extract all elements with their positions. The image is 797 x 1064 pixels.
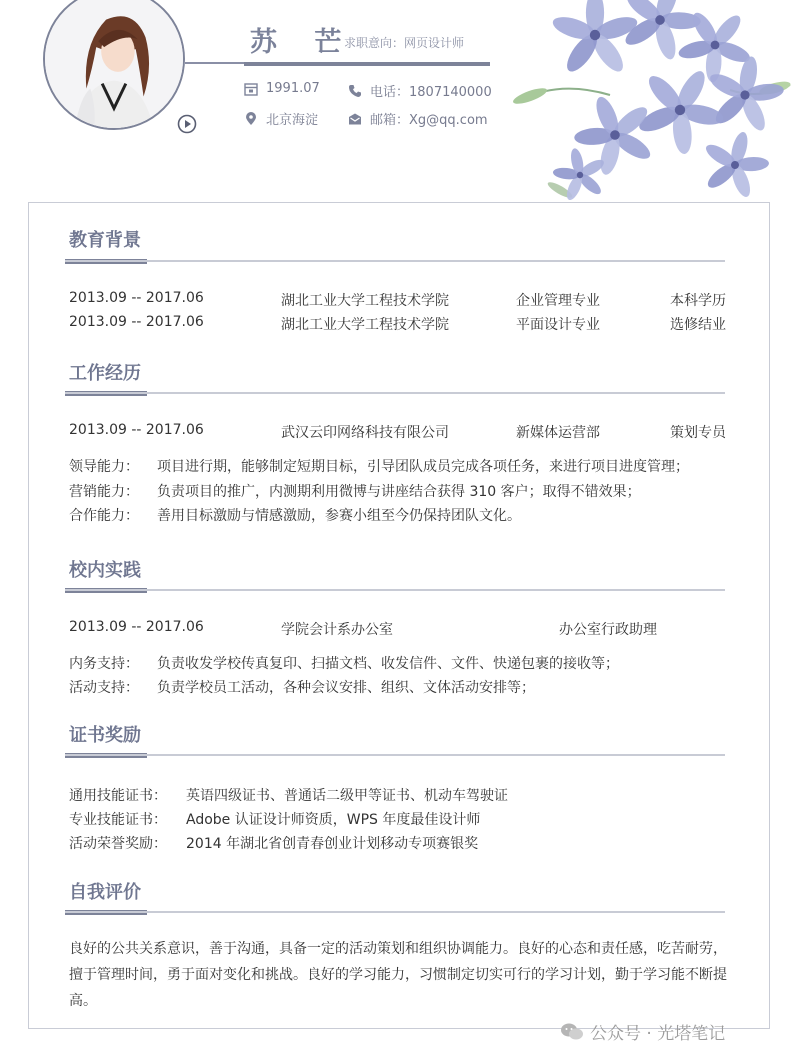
phone-icon [348,84,362,98]
calendar-icon [244,82,258,96]
self-evaluation-text: 良好的公共关系意识，善于沟通，具备一定的活动策划和组织协调能力。良好的心态和责任感，吃苦耐劳，擅于管理时间，勇于面对变化和挑战。良好的学习能力，习惯制定切实可行的学习计划，勤于学习能不断提高。 [69,941,727,1009]
self-rule [65,911,725,913]
edu-1-date: 2013.09 -- 2017.06 [69,290,204,306]
phone-info [348,81,492,100]
work-company: 武汉云印网络科技有限公司 [281,425,449,441]
play-icon[interactable] [177,114,197,134]
avatar-photo [45,0,183,128]
campus-role: 办公室行政助理 [559,622,657,638]
location: 北京海淀 [266,113,319,128]
campus-title: 校内实践 [69,560,141,581]
watermark [560,1019,725,1044]
certs-rule [65,754,725,756]
birth-info [244,81,320,96]
edu-2-date: 2013.09 -- 2017.06 [69,314,204,330]
flower-decoration [500,0,797,220]
campus-item-2-label: 活动支持： [69,680,139,696]
campus-item-1-label: 内务支持： [69,656,139,672]
edu-2-degree: 选修结业 [670,317,726,333]
work-item-2-label: 营销能力： [69,484,139,500]
work-date: 2013.09 -- 2017.06 [69,422,204,438]
campus-date: 2013.09 -- 2017.06 [69,619,204,635]
edu-1-degree: 本科学历 [670,293,726,309]
work-rule [65,392,725,394]
campus-rule [65,589,725,591]
cert-1-text: 英语四级证书、普通话二级甲等证书、机动车驾驶证 [186,788,508,804]
work-role: 策划专员 [670,425,726,441]
mail-icon [348,112,362,126]
watermark-text: 公众号 · 光塔笔记 [590,1024,726,1044]
work-dept: 新媒体运营部 [516,425,600,441]
campus-item-2-text: 负责学校员工活动，各种会议安排、组织、文体活动安排等； [157,680,535,696]
work-item-1-text: 项目进行期，能够制定短期目标，引导团队成员完成各项任务，来进行项目进度管理； [157,459,689,475]
work-item-3-label: 合作能力： [69,508,139,524]
wechat-icon [560,1022,584,1042]
resume-card [28,202,770,1029]
cert-2-label: 专业技能证书： [69,812,167,828]
edu-2-school: 湖北工业大学工程技术学院 [281,317,449,333]
education-title: 教育背景 [69,230,141,251]
edu-1-major: 企业管理专业 [516,293,600,309]
campus-item-1-text: 负责收发学校传真复印、扫描文档、收发信件、文件、快递包裹的接收等； [157,656,619,672]
work-title: 工作经历 [69,363,141,384]
birth-date: 1991.07 [266,81,320,96]
candidate-name: 苏 芒 [250,27,356,58]
self-title: 自我评价 [69,882,141,903]
cert-2-text: Adobe 认证设计师资质，WPS 年度最佳设计师 [186,812,481,828]
edu-1-school: 湖北工业大学工程技术学院 [281,293,449,309]
email: 邮箱：Xg@qq.com [370,113,488,128]
work-item-1-label: 领导能力： [69,459,139,475]
campus-org: 学院会计系办公室 [281,622,393,638]
education-rule [65,260,725,262]
email-info [348,109,488,128]
cert-1-label: 通用技能证书： [69,788,167,804]
header-divider [185,62,245,64]
work-item-3-text: 善用目标激励与情感激励，参赛小组至今仍保持团队文化。 [157,508,521,524]
location-pin-icon [244,112,258,126]
edu-2-major: 平面设计专业 [516,317,600,333]
name-underline [244,62,490,66]
phone-number: 电话：1807140000 [370,85,492,100]
location-info [244,109,318,128]
avatar [43,0,185,130]
job-intent: 求职意向：网页设计师 [344,36,465,50]
certs-title: 证书奖励 [69,725,141,746]
cert-3-label: 活动荣誉奖励： [69,836,167,852]
work-item-2-text: 负责项目的推广，内测期利用微博与讲座结合获得 310 客户；取得不错效果； [157,484,641,500]
cert-3-text: 2014 年湖北省创青春创业计划移动专项赛银奖 [186,836,479,852]
